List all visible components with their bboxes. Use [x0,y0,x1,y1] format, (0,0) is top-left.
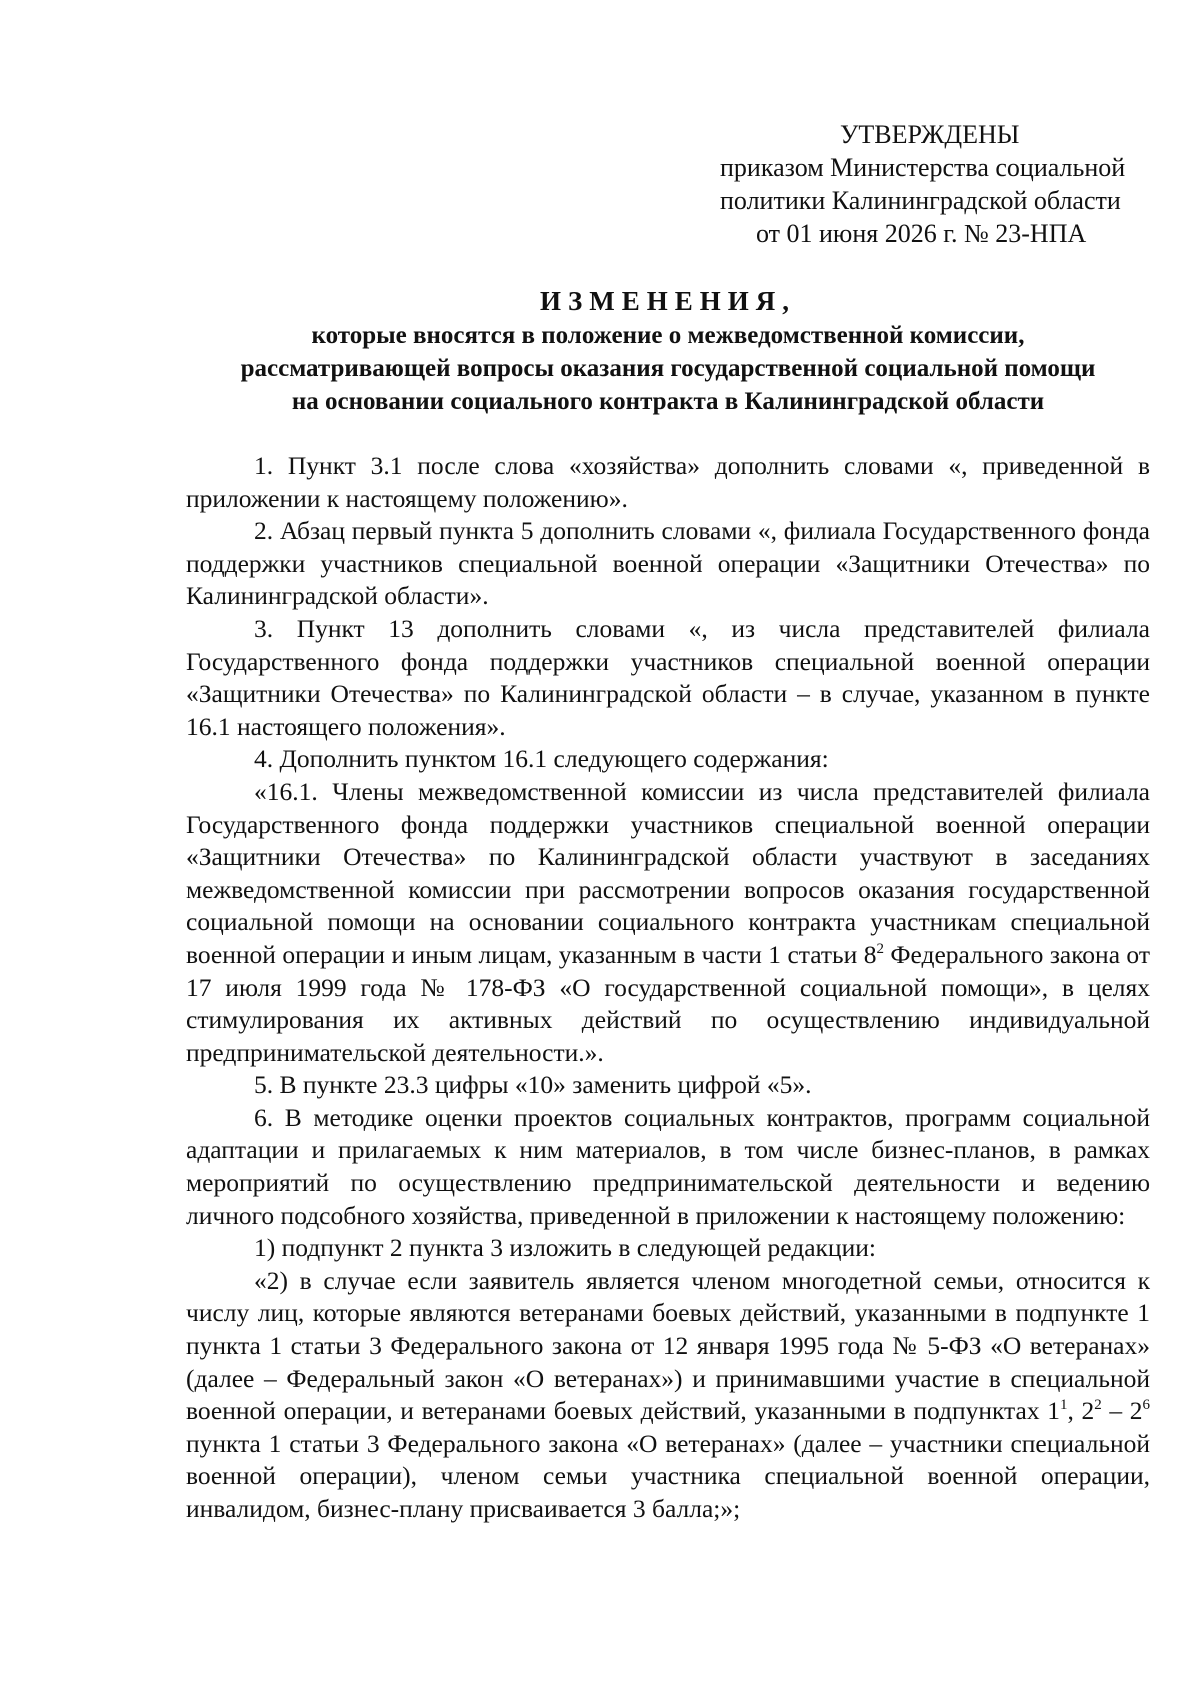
document-title: ИЗМЕНЕНИЯ, [539,286,796,316]
approval-order-reference: от 01 июня 2026 г. № 23-НПА [756,219,1087,248]
paragraph-item-5: 5. В пункте 23.3 цифры «10» заменить цифрой «5». [254,1070,812,1100]
subpoint-2-text-part-1: «2) в случае если заявитель является членом многодетной семьи, относится к числу лиц, которые являются ветеранами боевых действий, указанными в подпункте 1 пункта 1 статьи 3 Федерального закона от 12 января 1995 года № 5-ФЗ «О ветеранах» (далее – Федеральный закон «О ветеранах») и принимавшими участие в специальной военной операции, и ветеранами боевых действий, указанными в подпунктах 1 [186,1265,1150,1426]
clause-16-1-superscript: 2 [876,940,884,957]
subpoint-2-superscript-3: 6 [1142,1397,1150,1414]
document-subtitle-line-2: рассматривающей вопросы оказания государственной социальной помощи [240,355,1096,382]
document-subtitle-line-3: на основании социального контракта в Калининградской области [291,388,1045,415]
paragraph-item-1: 1. Пункт 3.1 после слова «хозяйства» дополнить словами «, приведенной в приложении к настоящему положению». [186,451,1150,513]
subpoint-2-text-part-2: , 2 [1067,1396,1095,1426]
paragraph-subitem-1: 1) подпункт 2 пункта 3 изложить в следующей редакции: [254,1233,876,1263]
document-body [186,450,1150,1526]
document-heading [186,283,1150,418]
subpoint-2-superscript-2: 2 [1094,1397,1102,1414]
paragraph-clause-16-1 [186,776,1150,1069]
approval-line-1: приказом Министерства социальной [720,153,1126,182]
subpoint-2-text-part-4: пункта 1 статьи 3 Федерального закона «О ветеранах» (далее – участники специальной военной операции), членом семьи участника специальной военной операции, инвалидом, бизнес-плану присваивается 3 балла;»; [186,1428,1150,1523]
paragraph-item-3: 3. Пункт 13 дополнить словами «, из числа представителей филиала Государственного фонда поддержки участников специальной военной операции «Защитники Отечества» по Калининградской области – в случае, указанном в пункте 16.1 настоящего положения». [186,613,1150,741]
subpoint-2-superscript-1: 1 [1059,1397,1068,1414]
paragraph-item-4: 4. Дополнить пунктом 16.1 следующего содержания: [254,744,829,774]
clause-16-1-text-end: Федерального закона от 17 июля 1999 года № 178-ФЗ «О государственной социальной помощи», в целях стимулирования их активных действий по осуществлению индивидуальной предпринимательской деятельности.». [186,939,1150,1067]
approval-title: УТВЕРЖДЕНЫ [840,120,1020,149]
clause-16-1-text-start: «16.1. Члены межведомственной комиссии из числа представителей филиала Государственного фонда поддержки участников специальной военной операции «Защитники Отечества» по Калининградской области участвуют в заседаниях межведомственной комиссии при рассмотрении вопросов оказания государственной социальной помощи на основании социального контракта участникам специальной военной операции и иным лицам, указанным в части 1 статьи 8 [186,776,1150,969]
approval-stamp [720,118,1140,250]
subpoint-2-text-part-3: – 2 [1101,1396,1143,1426]
paragraph-item-2: 2. Абзац первый пункта 5 дополнить словами «, филиала Государственного фонда поддержки участников специальной военной операции «Защитники Отечества» по Калининградской области». [186,516,1150,611]
document-subtitle-line-1: которые вносятся в положение о межведомственной комиссии, [311,322,1025,349]
paragraph-item-6: 6. В методике оценки проектов социальных контрактов, программ социальной адаптации и прилагаемых к ним материалов, в том числе бизнес-планов, в рамках мероприятий по осуществлению предпринимательской деятельности и ведению личного подсобного хозяйства, приведенной в приложении к настоящему положению: [186,1102,1150,1230]
paragraph-subpoint-2-text [186,1265,1150,1526]
approval-line-2: политики Калининградской области [720,186,1121,215]
